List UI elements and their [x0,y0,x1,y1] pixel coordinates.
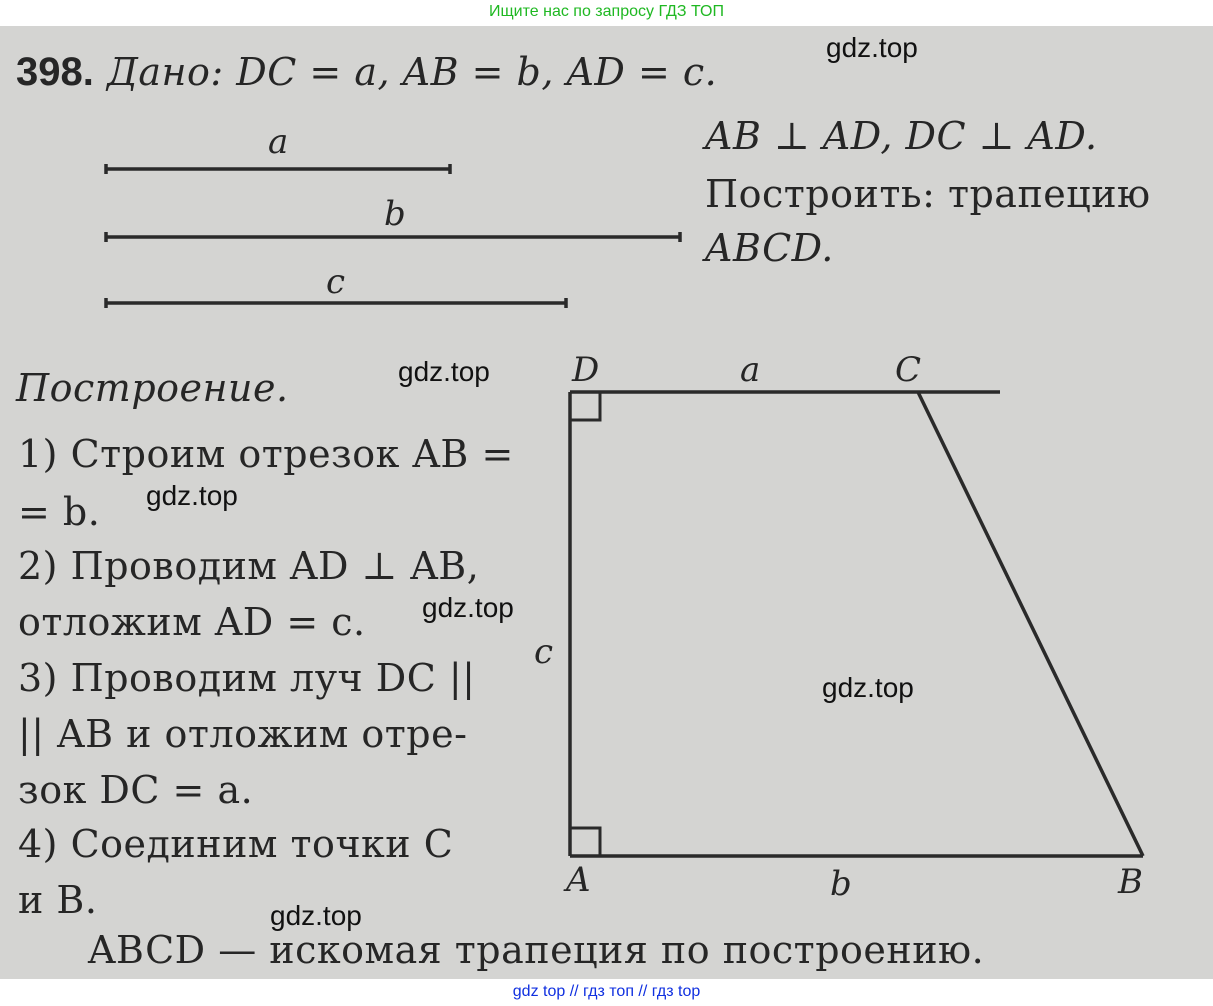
construction-line-6: || AB и отложим отре- [18,712,468,756]
textbook-page [0,26,1213,979]
construction-heading: Построение. [16,366,289,410]
task-line-1: Построить: трапецию [705,172,1151,216]
bottom-footer: gdz top // гдз топ // гдз top [512,983,701,1000]
construction-line-9: и B. [18,878,98,922]
point-d-label: D [572,350,600,390]
segment-a-label: a [268,122,289,162]
construction-line-7: зок DC = a. [18,768,254,812]
side-cb [918,392,1143,856]
top-banner: Ищите нас по запросу ГДЗ ТОП [489,3,724,20]
watermark-5: gdz.top [822,672,914,703]
watermark-1: gdz.top [826,32,918,63]
task-line-2: ABCD. [705,226,834,270]
construction-line-4: отложим AD = c. [18,600,366,644]
side-ab-label: b [830,864,852,904]
construction-line-2: = b. [18,490,101,534]
construction-line-3: 2) Проводим AD ⊥ AB, [18,544,480,588]
construction-line-5: 3) Проводим луч DC || [18,656,476,700]
segment-c-label: c [326,262,346,302]
watermark-6: gdz.top [270,900,362,931]
side-dc-label: a [740,350,761,390]
watermark-3: gdz.top [146,480,238,511]
point-a-label: A [566,860,591,900]
right-angle-d [570,392,600,420]
point-c-label: C [895,350,922,390]
problem-number: 398. [16,50,94,94]
given-line: Дано: DC = a, AB = b, AD = c. [106,50,718,94]
side-ad-label: c [534,632,554,672]
watermark-2: gdz.top [398,356,490,387]
construction-conclusion: ABCD — искомая трапеция по построению. [88,928,985,972]
segment-b-label: b [384,194,406,234]
watermark-4: gdz.top [422,592,514,623]
right-angle-a [570,828,600,856]
given-line-2: AB ⊥ AD, DC ⊥ AD. [705,114,1098,158]
construction-line-1: 1) Строим отрезок AB = [18,432,514,476]
point-b-label: B [1118,862,1143,902]
construction-line-8: 4) Соединим точки C [18,822,454,866]
